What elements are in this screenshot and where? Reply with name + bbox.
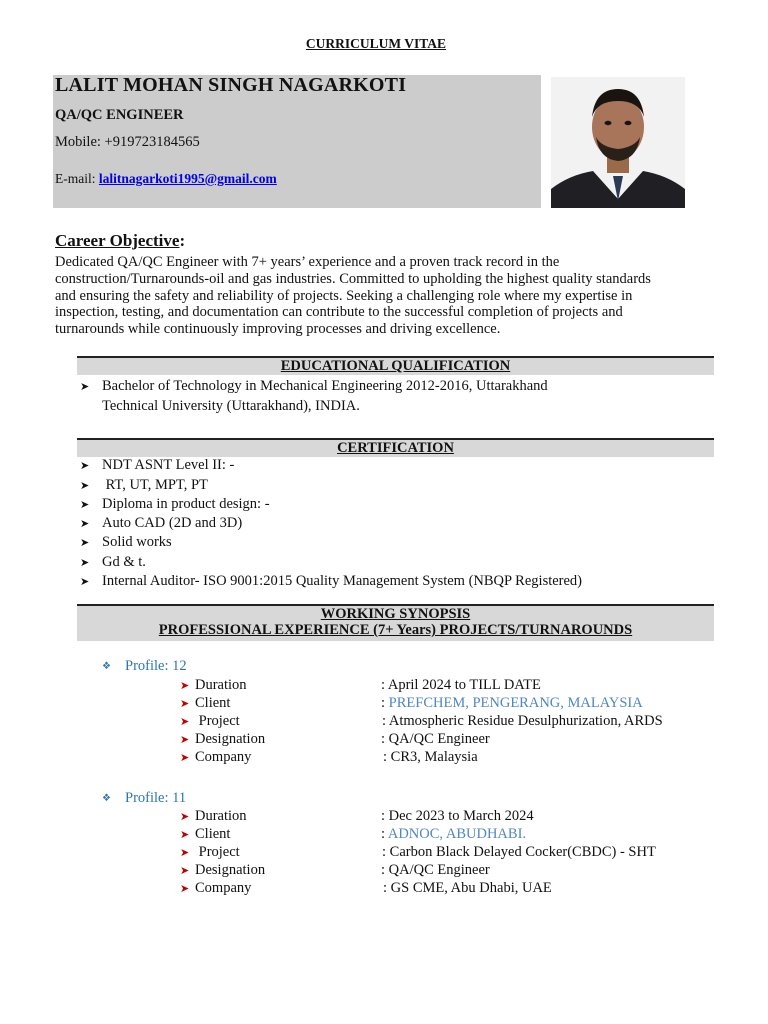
arrowhead-bullet-icon: ➤ xyxy=(80,576,90,588)
arrowhead-bullet-icon: ➤ xyxy=(180,829,190,841)
client-value: : ADNOC, ABUDHABI. xyxy=(381,826,527,842)
client-label: Client xyxy=(195,695,231,711)
arrowhead-bullet-icon: ➤ xyxy=(180,734,190,746)
designation-value: : QA/QC Engineer xyxy=(381,862,490,878)
certification-heading: CERTIFICATION xyxy=(337,440,454,456)
arrowhead-bullet-icon: ➤ xyxy=(80,537,90,549)
candidate-role: QA/QC ENGINEER xyxy=(55,107,184,123)
email-label: E-mail: xyxy=(55,171,99,186)
arrowhead-bullet-icon: ➤ xyxy=(80,499,90,511)
certification-item: RT, UT, MPT, PT xyxy=(102,477,208,493)
certification-item: Auto CAD (2D and 3D) xyxy=(102,515,243,531)
arrowhead-bullet-icon: ➤ xyxy=(80,557,90,569)
client-value: : PREFCHEM, PENGERANG, MALAYSIA xyxy=(381,695,643,711)
career-objective-text: Dedicated QA/QC Engineer with 7+ years’ experience and a proven track record in the construction/Turnarounds-oil and gas industries. Committed to upholding the highest quality standards and ensuring the safety and reliability of projects. Seeking a challenging role where my expertise in inspection, testing, and documentation can contribute to the successful completion of projects and turnarounds while continuously improving processes and driving excellence. xyxy=(55,254,651,338)
arrowhead-bullet-icon: ➤ xyxy=(180,811,190,823)
diamond-bullet-icon: ❖ xyxy=(102,793,111,804)
certification-item: Solid works xyxy=(102,534,172,550)
arrowhead-bullet-icon: ➤ xyxy=(180,716,190,728)
duration-label: Duration xyxy=(195,677,247,693)
arrowhead-bullet-icon: ➤ xyxy=(80,381,90,393)
certification-item: Gd & t. xyxy=(102,554,146,570)
career-objective-heading: Career Objective: xyxy=(55,231,186,250)
company-label: Company xyxy=(195,749,252,765)
arrowhead-bullet-icon: ➤ xyxy=(180,680,190,692)
duration-value: : Dec 2023 to March 2024 xyxy=(381,808,534,824)
profile-title: Profile: 11 xyxy=(125,790,187,806)
diamond-bullet-icon: ❖ xyxy=(102,661,111,672)
arrowhead-bullet-icon: ➤ xyxy=(80,518,90,530)
designation-label: Designation xyxy=(195,731,266,747)
project-value: : Carbon Black Delayed Cocker(CBDC) - SHT xyxy=(382,844,656,860)
client-name: PREFCHEM, PENGERANG, MALAYSIA xyxy=(388,695,643,711)
project-label: Project xyxy=(195,844,240,860)
company-value: : CR3, Malaysia xyxy=(383,749,478,765)
working-synopsis-heading: WORKING SYNOPSIS xyxy=(320,606,471,622)
arrowhead-bullet-icon: ➤ xyxy=(180,752,190,764)
duration-value: : April 2024 to TILL DATE xyxy=(381,677,541,693)
designation-label: Designation xyxy=(195,862,266,878)
arrowhead-bullet-icon: ➤ xyxy=(180,847,190,859)
email-link[interactable]: lalitnagarkoti1995@gmail.com xyxy=(98,171,277,186)
company-label: Company xyxy=(195,880,252,896)
professional-experience-heading: PROFESSIONAL EXPERIENCE (7+ Years) PROJECTS/TURNAROUNDS xyxy=(158,622,633,638)
profile-photo xyxy=(551,77,685,208)
education-heading: EDUCATIONAL QUALIFICATION xyxy=(280,358,511,374)
certification-item: NDT ASNT Level II: - xyxy=(102,457,235,473)
education-line-2: Technical University (Uttarakhand), INDIA. xyxy=(102,398,360,414)
client-label: Client xyxy=(195,826,231,842)
designation-value: : QA/QC Engineer xyxy=(381,731,490,747)
profile-title: Profile: 12 xyxy=(125,658,187,674)
project-label: Project xyxy=(195,713,240,729)
document-title: CURRICULUM VITAE xyxy=(305,36,447,51)
certification-item: Diploma in product design: - xyxy=(102,496,270,512)
arrowhead-bullet-icon: ➤ xyxy=(80,480,90,492)
company-value: : GS CME, Abu Dhabi, UAE xyxy=(383,880,552,896)
client-name: ADNOC, ABUDHABI. xyxy=(387,826,527,842)
arrowhead-bullet-icon: ➤ xyxy=(180,883,190,895)
mobile-number: Mobile: +919723184565 xyxy=(55,134,200,150)
email-line xyxy=(55,171,277,187)
arrowhead-bullet-icon: ➤ xyxy=(80,460,90,472)
candidate-name: LALIT MOHAN SINGH NAGARKOTI xyxy=(55,74,407,96)
certification-item: Internal Auditor- ISO 9001:2015 Quality Management System (NBQP Registered) xyxy=(102,573,583,589)
arrowhead-bullet-icon: ➤ xyxy=(180,698,190,710)
education-line-1: Bachelor of Technology in Mechanical Engineering 2012-2016, Uttarakhand xyxy=(102,378,548,394)
project-value: : Atmospheric Residue Desulphurization, ARDS xyxy=(382,713,663,729)
arrowhead-bullet-icon: ➤ xyxy=(180,865,190,877)
duration-label: Duration xyxy=(195,808,247,824)
